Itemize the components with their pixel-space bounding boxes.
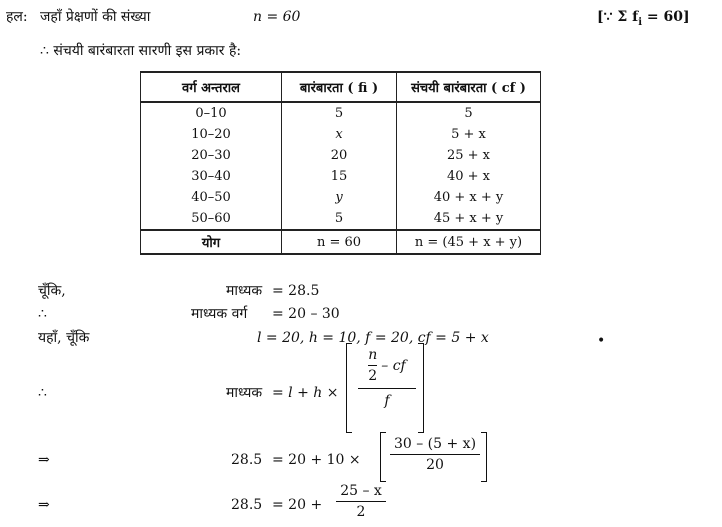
step1-numerator: 30 – (5 + x): [393, 436, 477, 452]
main-fraction-bar: [358, 388, 416, 389]
step1-right-bracket: [481, 432, 487, 482]
solution-label: हल:: [6, 9, 28, 25]
given-tail: = 60]: [642, 9, 690, 25]
table-row: [141, 166, 541, 187]
here-since-label: यहाँ, चूँकि: [38, 330, 90, 346]
cumulative-frequency-cell: 40 + x + y: [397, 187, 541, 208]
parameters-line: l = 20, h = 10, f = 20, cf = 5 + x: [257, 330, 489, 346]
frequency-cell: 15: [282, 166, 397, 187]
table-header-row: [141, 72, 541, 102]
given-subscript: i: [638, 16, 643, 28]
therefore-symbol-2: ∴: [38, 385, 47, 401]
n-expression: n = 60: [253, 9, 301, 25]
step1-mid: = 20 + 10 ×: [272, 452, 361, 468]
implies-symbol-2: ⇒: [38, 497, 50, 513]
two-term: 2: [368, 368, 378, 384]
frequency-cell: 5: [282, 102, 397, 124]
class-interval-cell: 0–10: [141, 102, 282, 124]
frequency-cell: 5: [282, 208, 397, 230]
header-cumulative-frequency: संचयी बारंबारता ( cf ): [397, 72, 541, 102]
table-row: [141, 145, 541, 166]
step2-denominator: 2: [356, 504, 366, 520]
total-cumulative: n = (45 + x + y): [397, 230, 541, 254]
therefore-line: ∴ संचयी बारंबारता सारणी इस प्रकार है:: [40, 43, 242, 59]
n-term: n: [368, 347, 378, 363]
step1-denominator: 20: [426, 457, 444, 473]
class-interval-cell: 20–30: [141, 145, 282, 166]
header-class-interval: वर्ग अन्तराल: [141, 72, 282, 102]
step2-lhs: 28.5: [231, 497, 263, 513]
cumulative-frequency-cell: 5: [397, 102, 541, 124]
frequency-cell: x: [282, 124, 397, 145]
cumulative-frequency-cell: 40 + x: [397, 166, 541, 187]
observation-count-text: जहाँ प्रेक्षणों की संख्या: [40, 9, 151, 25]
formula-lhs: = l + h ×: [272, 385, 339, 401]
cumulative-frequency-cell: 25 + x: [397, 145, 541, 166]
table-total-row: [141, 230, 541, 254]
given-condition: [597, 10, 690, 28]
class-interval-cell: 50–60: [141, 208, 282, 230]
formula-median-label: माध्यक: [226, 385, 263, 401]
table-row: [141, 124, 541, 145]
therefore-symbol: ∴: [38, 306, 47, 322]
formula-denominator: f: [384, 393, 390, 409]
median-class-label: माध्यक वर्ग: [191, 306, 248, 322]
step1-fraction-bar: [390, 454, 480, 455]
formula-fraction: [358, 348, 416, 408]
table-row: [141, 102, 541, 124]
since-label: चूँकि,: [38, 283, 66, 299]
median-class-value: = 20 – 30: [272, 306, 340, 322]
cumulative-frequency-cell: 45 + x + y: [397, 208, 541, 230]
step1-left-bracket: [380, 432, 386, 482]
total-frequency: n = 60: [282, 230, 397, 254]
n-over-2: [368, 348, 377, 383]
formula-right-bracket: [418, 343, 424, 433]
frequency-cell: 20: [282, 145, 397, 166]
table-row: [141, 208, 541, 230]
given-main: [∵ Σ f: [597, 9, 639, 25]
step2-fraction-bar: [336, 501, 386, 502]
step1-fraction: [390, 437, 480, 472]
median-value: = 28.5: [272, 283, 320, 299]
table-row: [141, 187, 541, 208]
header-frequency: बारंबारता ( fi ): [282, 72, 397, 102]
stray-dot: •: [597, 333, 606, 349]
step1-lhs: 28.5: [231, 452, 263, 468]
fraction-bar: [368, 365, 377, 366]
frequency-cell: y: [282, 187, 397, 208]
step2-numerator: 25 – x: [340, 483, 382, 499]
class-interval-cell: 40–50: [141, 187, 282, 208]
class-interval-cell: 10–20: [141, 124, 282, 145]
step2-mid: = 20 +: [272, 497, 323, 513]
cumulative-frequency-table: [140, 71, 541, 255]
step2-fraction: [336, 484, 386, 519]
total-label: योग: [141, 230, 282, 254]
minus-cf: – cf: [381, 357, 406, 374]
implies-symbol: ⇒: [38, 452, 50, 468]
median-label: माध्यक: [226, 283, 263, 299]
class-interval-cell: 30–40: [141, 166, 282, 187]
formula-numerator: [358, 348, 416, 383]
formula-left-bracket: [346, 343, 352, 433]
cumulative-frequency-cell: 5 + x: [397, 124, 541, 145]
